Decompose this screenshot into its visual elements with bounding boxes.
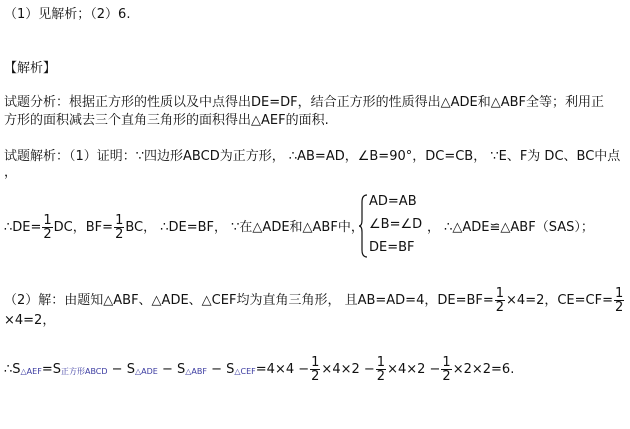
subscript-ade: △ADE [134, 367, 158, 376]
system-row-3: DE=BF [369, 240, 415, 255]
left-brace-icon [359, 194, 369, 258]
fraction-half [310, 356, 320, 383]
area-expr-2: ×4×2 − [321, 362, 375, 377]
subscript-square: 正方形ABCD [60, 367, 108, 376]
fraction-numerator: 1 [311, 355, 320, 370]
area-expr-1: =4×4 − [255, 362, 310, 377]
area-expr-3: ×4×2 − [387, 362, 441, 377]
fraction-numerator: 1 [442, 355, 451, 370]
fraction-denominator: 2 [442, 369, 451, 384]
fraction-numerator: 1 [376, 355, 386, 370]
area-minus-s: − S [206, 362, 235, 377]
fraction-half [42, 214, 52, 241]
section-title: 【解析】 [4, 61, 57, 76]
part2-line-1 [4, 287, 625, 314]
proof-line-2-a: ∴DE= [4, 220, 42, 235]
fraction-numerator: 1 [43, 213, 52, 228]
proof-line-2 [4, 214, 364, 241]
area-minus-s: − S [157, 362, 186, 377]
area-minus-s: − S [107, 362, 135, 377]
fraction-denominator: 2 [376, 369, 386, 384]
subscript-cef: △CEF [234, 367, 256, 376]
proof-line-1-tail: ， [4, 165, 18, 180]
answer-line: （1）见解析；（2）6. [4, 7, 131, 22]
fraction-denominator: 2 [615, 300, 624, 315]
area-therefore: ∴S [4, 362, 21, 377]
part2-line-1-a: （2）解：由题知△ABF、△ADE、△CEF均为直角三角形， 且AB=AD=4，DE=BF= [4, 293, 494, 308]
proof-line-1: 试题解析：（1）证明：∵四边形ABCD为正方形， ∴AB=AD，∠B=90°，DC=CB， ∵E、F为 DC、BC中点 [4, 149, 621, 164]
proof-line-2-b: DC，BF= [53, 220, 114, 235]
system-row-1: AD=AB [369, 194, 417, 209]
fraction-half [376, 356, 386, 383]
fraction-half [614, 287, 624, 314]
analysis-line-2: 方形的面积减去三个直角三角形的面积得出△AEF的面积. [4, 113, 329, 128]
fraction-denominator: 2 [311, 369, 320, 384]
analysis-line-1: 试题分析：根据正方形的性质以及中点得出DE=DF，结合正方形的性质得出△ADE和△ABF全等；利用正 [4, 95, 605, 110]
area-expr-4: ×2×2=6. [452, 362, 515, 377]
proof-line-2-d: ， ∴△ADE≌△ABF（SAS）； [427, 220, 594, 235]
part2-line-1-b: ×4=2，CE=CF= [506, 293, 613, 308]
part2-line-2: ×4=2， [4, 313, 56, 328]
subscript-abf: △ABF [185, 367, 207, 376]
fraction-half [114, 214, 124, 241]
system-row-2: ∠B=∠D [369, 217, 423, 232]
fraction-half [495, 287, 505, 314]
area-eq-s: =S [41, 362, 61, 377]
proof-line-2-c: BC， ∴DE=BF， ∵在△ADE和△ABF中， [125, 220, 364, 235]
fraction-half [441, 356, 451, 383]
fraction-numerator: 1 [615, 286, 624, 301]
fraction-denominator: 2 [495, 300, 505, 315]
fraction-numerator: 1 [115, 213, 124, 228]
area-line [4, 356, 514, 383]
subscript-aef: △AEF [20, 367, 42, 376]
fraction-numerator: 1 [495, 286, 505, 301]
fraction-denominator: 2 [115, 227, 124, 242]
fraction-denominator: 2 [43, 227, 52, 242]
